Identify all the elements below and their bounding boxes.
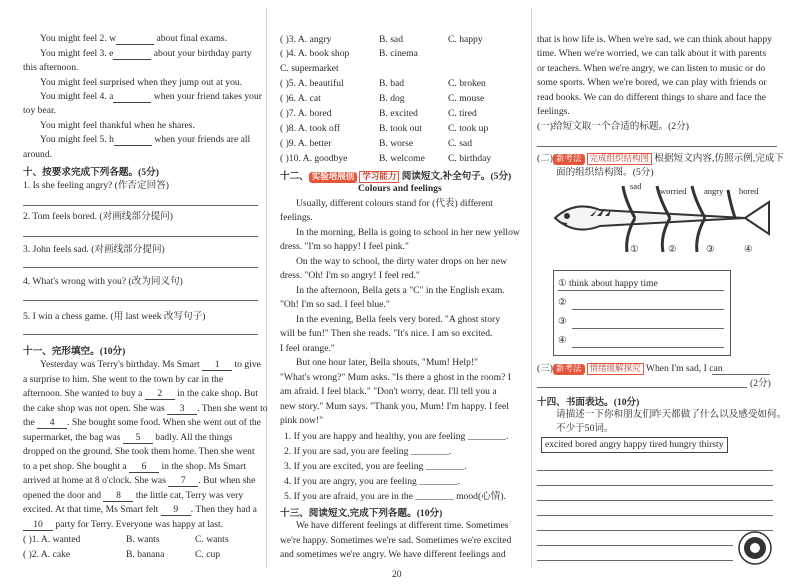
answer-line bbox=[572, 309, 724, 310]
writing-line[interactable] bbox=[537, 545, 733, 546]
tag-label: 情绪缓解探究 bbox=[587, 363, 644, 375]
fill-sentence[interactable]: 1. If you are happy and healthy, you are feeling ________. bbox=[284, 431, 509, 442]
fill-sentence[interactable]: 2. If you are sad, you are feeling ________. bbox=[284, 446, 452, 457]
writing-line[interactable] bbox=[537, 470, 773, 471]
option-b[interactable]: B. cinema bbox=[379, 48, 418, 59]
passage-line: In the afternoon, Bella gets a "C" in the English exam. bbox=[296, 285, 505, 296]
option-row: ( )1. A. wanted bbox=[23, 534, 81, 545]
passage-line: We have different feelings at different time. Sometimes bbox=[296, 520, 509, 531]
text-line: You might feel 4. a when your friend takes your bbox=[40, 91, 262, 102]
fish-answer[interactable]: ③ bbox=[558, 316, 567, 327]
writing-line[interactable] bbox=[537, 515, 773, 516]
option-a[interactable]: ( )7. A. bored bbox=[280, 108, 332, 119]
option-c[interactable]: C. cup bbox=[195, 549, 221, 560]
passage-line: On the way to school, the dirty water drops on her new bbox=[296, 256, 508, 267]
option-b[interactable]: B. welcome bbox=[379, 153, 425, 164]
question-2-cont: 面的组织结构图。(5分) bbox=[556, 167, 654, 178]
passage-line: am afraid. I feel black." "Don't worry, dear. I'll tell you a bbox=[280, 386, 497, 397]
cloze-line: the cake shop was not open. She was 3 . Then she went to bbox=[23, 403, 268, 414]
question-3: (三) 新考法 情绪缓解探究 When I'm sad, I can bbox=[537, 363, 723, 374]
passage-title: Colours and feelings bbox=[358, 183, 442, 194]
section-10-title: 十、按要求完成下列各题。(5分) bbox=[23, 167, 159, 178]
fish-label: worried bbox=[660, 186, 687, 196]
fish-label: sad bbox=[630, 181, 642, 191]
passage-line: dress. "I'm so happy! I feel pink." bbox=[280, 241, 409, 252]
cloze-line: to a pet shop. She bought a 6 in the shop. Ms Smart bbox=[23, 461, 246, 472]
logo-icon bbox=[737, 530, 773, 566]
fish-answer[interactable]: ④ bbox=[558, 335, 567, 346]
option-a[interactable]: ( )8. A. took off bbox=[280, 123, 341, 134]
option-c[interactable]: C. broken bbox=[448, 78, 486, 89]
passage-line: and sometimes we're angry. We have different feelings and bbox=[280, 549, 506, 560]
writing-line[interactable] bbox=[537, 485, 773, 486]
text-line: You might feel 3. e about your birthday party bbox=[40, 48, 252, 59]
cloze-line: dropped on the ground. She took them home. Then she went bbox=[23, 446, 255, 457]
option-a[interactable]: ( )5. A. beautiful bbox=[280, 78, 344, 89]
tag-label: 实验培展创 bbox=[309, 172, 358, 183]
passage-line: feelings. bbox=[537, 106, 570, 117]
fill-sentence[interactable]: 3. If you are excited, you are feeling ________. bbox=[284, 461, 467, 472]
passage-line: In the evening, Bella feels very bored. "A ghost story bbox=[296, 314, 501, 325]
option-c[interactable]: C. wants bbox=[195, 534, 229, 545]
tag-label: 新考法 bbox=[553, 364, 585, 375]
fish-answer[interactable]: ① think about happy time bbox=[558, 278, 658, 289]
answer-line[interactable] bbox=[23, 236, 258, 237]
option-b[interactable]: B. took out bbox=[379, 123, 422, 134]
column-divider-right bbox=[531, 8, 532, 568]
passage-line: we're happy. Sometimes we're sad. Sometimes we're excited bbox=[280, 535, 512, 546]
answer-line[interactable] bbox=[23, 267, 258, 268]
passage-line: some sports. When we're bored, we can play with friends or bbox=[537, 77, 767, 88]
question-item: 1. Is she feeling angry? (作否定回答) bbox=[23, 180, 170, 191]
fish-number: ② bbox=[668, 244, 677, 255]
question-item: 3. John feels sad. (对画线部分提问) bbox=[23, 244, 165, 255]
option-b[interactable]: B. worse bbox=[379, 138, 414, 149]
option-row: ( )2. A. cake bbox=[23, 549, 71, 560]
passage-line: or teachers. When we're angry, we can listen to music or do bbox=[537, 63, 766, 74]
option-b[interactable]: B. bad bbox=[379, 78, 405, 89]
passage-line: "What's wrong?" Mum asks. "Is there a ghost in the room? I bbox=[280, 372, 511, 383]
option-c[interactable]: C. birthday bbox=[448, 153, 492, 164]
fill-sentence[interactable]: 5. If you are afraid, you are in the ________ mood(心情). bbox=[284, 491, 506, 502]
option-b[interactable]: B. sad bbox=[379, 34, 403, 45]
answer-line[interactable] bbox=[23, 300, 258, 301]
passage-line: "Oh! I'm so sad. I feel blue." bbox=[280, 299, 390, 310]
tag-label: 学习能力 bbox=[359, 171, 399, 183]
answer-line bbox=[572, 328, 724, 329]
option-c[interactable]: C. tired bbox=[448, 108, 477, 119]
cloze-line: supermarket, the bag was 5 badly. All the things bbox=[23, 432, 233, 443]
answer-line[interactable] bbox=[23, 205, 258, 206]
fill-sentence[interactable]: 4. If you are angry, you are feeling ________. bbox=[284, 476, 461, 487]
passage-line: new story." Mum says. "Thank you, Mum! I'm happy. I feel bbox=[280, 401, 509, 412]
cloze-line: arrived at home at 8 o'clock. She was 7 . But when she bbox=[23, 475, 256, 486]
passage-line: I feel orange." bbox=[280, 343, 335, 354]
option-a[interactable]: ( )3. A. angry bbox=[280, 34, 332, 45]
option-b[interactable]: B. banana bbox=[126, 549, 165, 560]
option-c[interactable]: C. supermarket bbox=[280, 63, 339, 74]
fish-label: angry bbox=[704, 186, 724, 196]
text-line: around. bbox=[23, 149, 53, 160]
passage-line: time. When we're worried, we can talk about it with parents bbox=[537, 48, 767, 59]
text-line: You might feel 5. h when your friends are all bbox=[40, 134, 251, 145]
passage-line: Usually, different colours stand for (代表) different bbox=[296, 198, 493, 209]
option-a[interactable]: ( )9. A. better bbox=[280, 138, 332, 149]
cloze-line: opened the door and 8 the little cat, Terry was very bbox=[23, 490, 244, 501]
section-12-title: 十二、 实验培展创 学习能力 阅读短文,补全句子。(5分) bbox=[280, 171, 512, 182]
fish-number: ③ bbox=[706, 244, 715, 255]
question-1: (一)给短文取一个合适的标题。(2分) bbox=[537, 121, 689, 132]
passage-line: pink now!" bbox=[280, 415, 324, 426]
cloze-line: excited. At that time, Ms Smart felt 9 . Then they had a bbox=[23, 504, 257, 515]
section-13-title: 十三、阅读短文,完成下列各题。(10分) bbox=[280, 508, 443, 519]
cloze-line: afternoon. She wanted to buy a 2 in the cake shop. But bbox=[23, 388, 258, 399]
passage-line: that is how life is. When we're sad, we can think about happy bbox=[537, 34, 772, 45]
answer-line bbox=[572, 347, 724, 348]
passage-line: feelings. bbox=[280, 212, 313, 223]
option-a[interactable]: ( )4. A. book shop bbox=[280, 48, 350, 59]
cloze-line: a surprise to him. She went to the town by car in the bbox=[23, 374, 224, 385]
option-b[interactable]: B. dog bbox=[379, 93, 405, 104]
question-item: 4. What's wrong with you? (改为同义句) bbox=[23, 276, 183, 287]
answer-line bbox=[558, 290, 724, 291]
option-b[interactable]: B. excited bbox=[379, 108, 418, 119]
answer-line[interactable] bbox=[537, 146, 777, 147]
cloze-line: the 4 . She bought some food. When she went out of the bbox=[23, 417, 261, 428]
option-b[interactable]: B. wants bbox=[126, 534, 160, 545]
text-line: toy bear. bbox=[23, 105, 57, 116]
fish-number: ① bbox=[630, 244, 639, 255]
fish-number: ④ bbox=[744, 244, 753, 255]
passage-line: will be fun!" Then she reads. "It's nice. I am so excited. bbox=[280, 328, 493, 339]
question-2: (二) 新考法 完成组织结构图 根据短文内容,仿照示例,完成下 bbox=[537, 153, 784, 164]
passage-line: dress. "Oh! I'm so angry! I feel red." bbox=[280, 270, 420, 281]
answer-line[interactable] bbox=[712, 374, 770, 375]
option-c[interactable]: C. took up bbox=[448, 123, 489, 134]
passage-line: But one hour later, Bella shouts, "Mum! Help!" bbox=[296, 357, 478, 368]
option-c[interactable]: C. mouse bbox=[448, 93, 485, 104]
page-number: 20 bbox=[392, 569, 402, 580]
section-14-title: 十四、书面表达。(10分) bbox=[537, 397, 640, 408]
points-label: (2分) bbox=[750, 378, 771, 389]
question-item: 5. I win a chess game. (用 last week 改写句子) bbox=[23, 311, 206, 322]
text-line: You might feel thankful when he shares. bbox=[40, 120, 195, 131]
passage-line: In the morning, Bella is going to school in her new yellow bbox=[296, 227, 520, 238]
cloze-line: 10 party for Terry. Everyone was happy at last. bbox=[23, 519, 223, 531]
option-a[interactable]: ( )10. A. goodbye bbox=[280, 153, 348, 164]
writing-line[interactable] bbox=[537, 500, 773, 501]
instruction: 请描述一下你和朋友们昨天都做了什么以及感受如何。 bbox=[556, 409, 787, 420]
section-11-title: 十一、完形填空。(10分) bbox=[23, 346, 126, 357]
answer-line[interactable] bbox=[537, 387, 747, 388]
text-line: You might feel surprised when they jump out at you. bbox=[40, 77, 243, 88]
writing-line[interactable] bbox=[537, 560, 733, 561]
tag-label: 完成组织结构图 bbox=[587, 153, 653, 165]
answer-line[interactable] bbox=[23, 334, 258, 335]
fish-answer[interactable]: ② bbox=[558, 297, 567, 308]
question-item: 2. Tom feels bored. (对画线部分提问) bbox=[23, 211, 173, 222]
word-bank: excited bored angry happy tired hungry thirsty bbox=[541, 437, 728, 453]
cloze-line: Yesterday was Terry's birthday. Ms Smart 1 to give bbox=[40, 359, 261, 370]
passage-line: read books. We can do different things to share and face the bbox=[537, 92, 767, 103]
instruction: 不少于50词。 bbox=[556, 423, 614, 434]
option-c[interactable]: C. sad bbox=[448, 138, 472, 149]
option-a[interactable]: ( )6. A. cat bbox=[280, 93, 321, 104]
text-line: this afternoon. bbox=[23, 62, 79, 73]
tag-label: 新考法 bbox=[553, 154, 585, 165]
column-divider-left bbox=[266, 8, 267, 568]
text-line: You might feel 2. w about final exams. bbox=[40, 33, 228, 44]
fish-label: bored bbox=[739, 186, 759, 196]
option-c[interactable]: C. happy bbox=[448, 34, 483, 45]
